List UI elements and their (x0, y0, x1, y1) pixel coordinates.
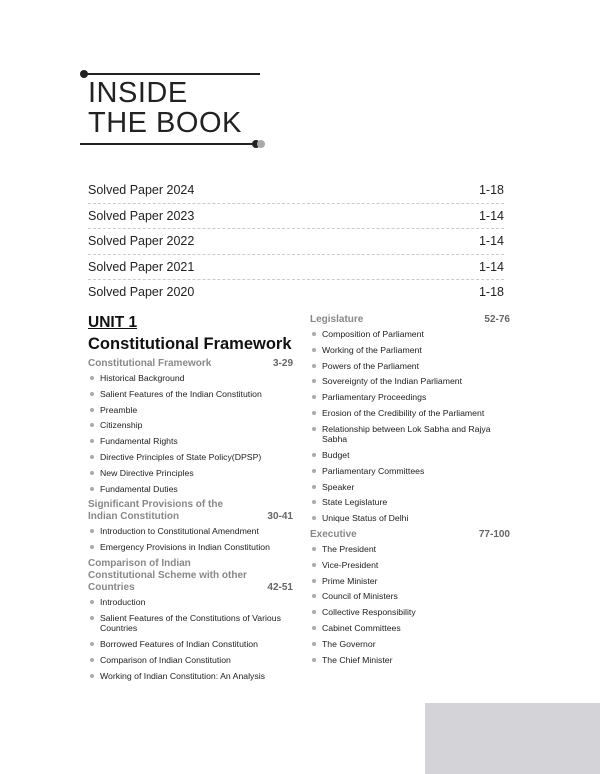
topic-list (88, 373, 293, 494)
topic-list (88, 597, 293, 681)
topic-item[interactable]: Relationship between Lok Sabha and Rajya Sabha (310, 424, 510, 445)
section-title: Significant Provisions of the Indian Constitution (88, 499, 224, 523)
paper-title: Solved Paper 2024 (88, 183, 195, 198)
topic-item[interactable]: Sovereignty of the Indian Parliament (310, 376, 510, 387)
topic-item[interactable]: Prime Minister (310, 576, 510, 587)
unit-name: Constitutional Framework (88, 335, 292, 353)
topic-item[interactable]: The President (310, 544, 510, 555)
top-rule (84, 73, 260, 75)
topic-item[interactable]: Salient Features of the Indian Constitution (88, 389, 293, 400)
grey-corner-block (425, 703, 600, 774)
topic-item[interactable]: The Chief Minister (310, 655, 510, 666)
paper-title: Solved Paper 2021 (88, 259, 195, 274)
topic-item[interactable]: Comparison of Indian Constitution (88, 655, 293, 666)
topic-item[interactable]: Parliamentary Proceedings (310, 392, 510, 403)
paper-row[interactable] (88, 280, 504, 305)
paper-title: Solved Paper 2022 (88, 234, 195, 249)
section-title: Executive (310, 529, 357, 541)
topic-item[interactable]: Council of Ministers (310, 591, 510, 602)
bottom-rule (80, 143, 256, 145)
topic-item[interactable]: Directive Principles of State Policy(DPSP) (88, 452, 293, 463)
topic-item[interactable]: Working of the Parliament (310, 345, 510, 356)
paper-pages: 1-14 (478, 234, 504, 249)
title-line-1: INSIDE (88, 77, 188, 109)
topic-item[interactable]: Unique Status of Delhi (310, 513, 510, 524)
section-range: 30-41 (267, 511, 293, 523)
topic-item[interactable]: Speaker (310, 482, 510, 493)
title-line-2: THE BOOK (88, 107, 242, 139)
topic-list (88, 526, 293, 552)
topic-list (310, 329, 510, 524)
topic-item[interactable]: State Legislature (310, 497, 510, 508)
section-heading[interactable] (310, 314, 510, 326)
section-title: Comparison of Indian Constitutional Scheme with other Countries (88, 557, 247, 593)
section-heading[interactable] (88, 358, 293, 370)
paper-row[interactable] (88, 204, 504, 230)
topic-item[interactable]: The Governor (310, 639, 510, 650)
dot-bottom-right-2 (257, 140, 265, 148)
inside-the-book-header (80, 66, 265, 150)
section-range: 3-29 (272, 358, 293, 369)
topic-item[interactable]: Fundamental Rights (88, 436, 293, 447)
topic-item[interactable]: Powers of the Parliament (310, 361, 510, 372)
paper-row[interactable] (88, 229, 504, 255)
topic-item[interactable]: Fundamental Duties (88, 484, 293, 495)
paper-title: Solved Paper 2023 (88, 208, 195, 223)
solved-papers-list (88, 178, 504, 305)
topic-item[interactable]: Erosion of the Credibility of the Parliament (310, 408, 510, 419)
section-heading[interactable] (310, 529, 510, 541)
topic-item[interactable]: Introduction to Constitutional Amendment (88, 526, 293, 537)
section-title: Constitutional Framework (88, 358, 212, 369)
right-column (310, 314, 510, 670)
topic-item[interactable]: Preamble (88, 405, 293, 416)
topic-item[interactable]: Salient Features of the Constitutions of Various Countries (88, 613, 293, 634)
topic-item[interactable]: Introduction (88, 597, 293, 608)
section-heading[interactable] (88, 499, 293, 523)
topic-item[interactable]: New Directive Principles (88, 468, 293, 479)
paper-pages: 1-18 (478, 285, 504, 300)
topic-item[interactable]: Composition of Parliament (310, 329, 510, 340)
left-column (88, 314, 293, 686)
topic-item[interactable]: Citizenship (88, 420, 293, 431)
section-range: 42-51 (267, 581, 293, 593)
topic-item[interactable]: Collective Responsibility (310, 607, 510, 618)
topic-item[interactable]: Budget (310, 450, 510, 461)
topic-item[interactable]: Cabinet Committees (310, 623, 510, 634)
topic-list (310, 544, 510, 665)
section-range: 52-76 (484, 314, 510, 325)
paper-pages: 1-18 (478, 183, 504, 198)
section-title: Legislature (310, 314, 364, 325)
topic-item[interactable]: Working of Indian Constitution: An Analysis (88, 671, 293, 682)
topic-item[interactable]: Parliamentary Committees (310, 466, 510, 477)
paper-pages: 1-14 (478, 259, 504, 274)
paper-row[interactable] (88, 255, 504, 281)
topic-item[interactable]: Vice-President (310, 560, 510, 571)
section-range: 77-100 (478, 529, 510, 541)
paper-pages: 1-14 (478, 208, 504, 223)
page-title (88, 78, 242, 138)
unit-label: UNIT 1 (88, 314, 138, 331)
paper-title: Solved Paper 2020 (88, 285, 195, 300)
topic-item[interactable]: Emergency Provisions in Indian Constitution (88, 542, 293, 553)
topic-item[interactable]: Borrowed Features of Indian Constitution (88, 639, 293, 650)
section-heading[interactable] (88, 558, 293, 594)
topic-item[interactable]: Historical Background (88, 373, 293, 384)
paper-row[interactable] (88, 178, 504, 204)
